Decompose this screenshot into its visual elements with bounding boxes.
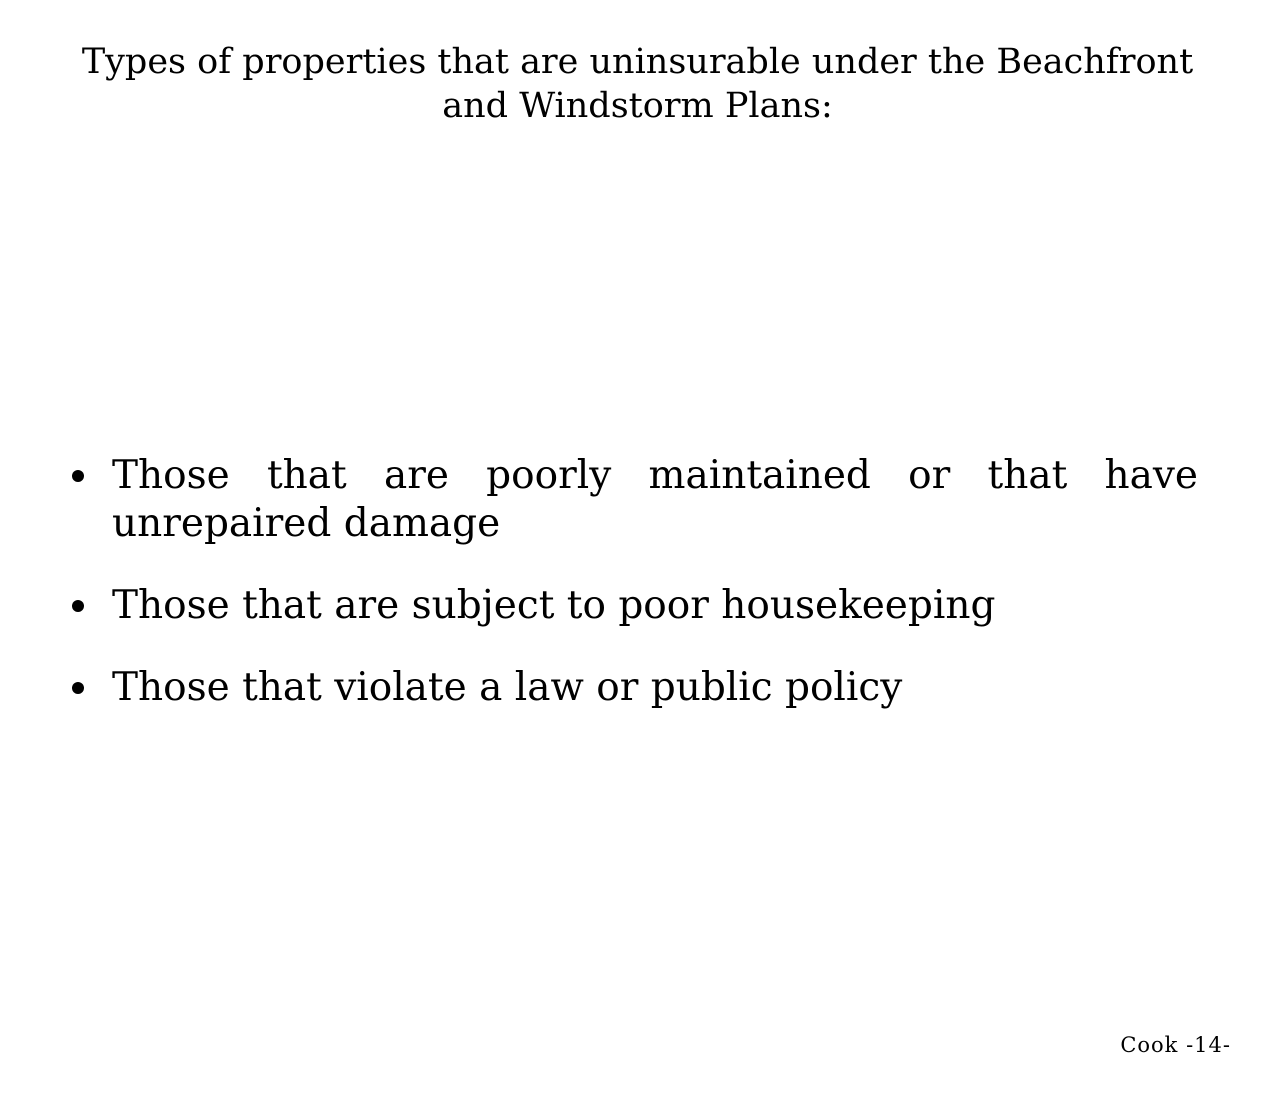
bullet-item: [70, 452, 1198, 548]
bullet-text: Those that are poorly maintained or that have unrepaired damage: [112, 453, 1198, 546]
bullet-text: Those that violate a law or public policy: [112, 665, 903, 710]
bullet-icon: [72, 682, 84, 694]
bullet-text: Those that are subject to poor housekeeping: [112, 583, 996, 628]
slide-footer: Cook -14-: [1120, 1033, 1231, 1057]
bullet-item: [70, 582, 1198, 630]
bullet-icon: [72, 600, 84, 612]
slide-title: Types of properties that are uninsurable under the Beachfront and Windstorm Plans:: [81, 42, 1194, 126]
bullet-icon: [72, 470, 84, 482]
bullet-list: [70, 452, 1198, 746]
bullet-item: [70, 664, 1198, 712]
